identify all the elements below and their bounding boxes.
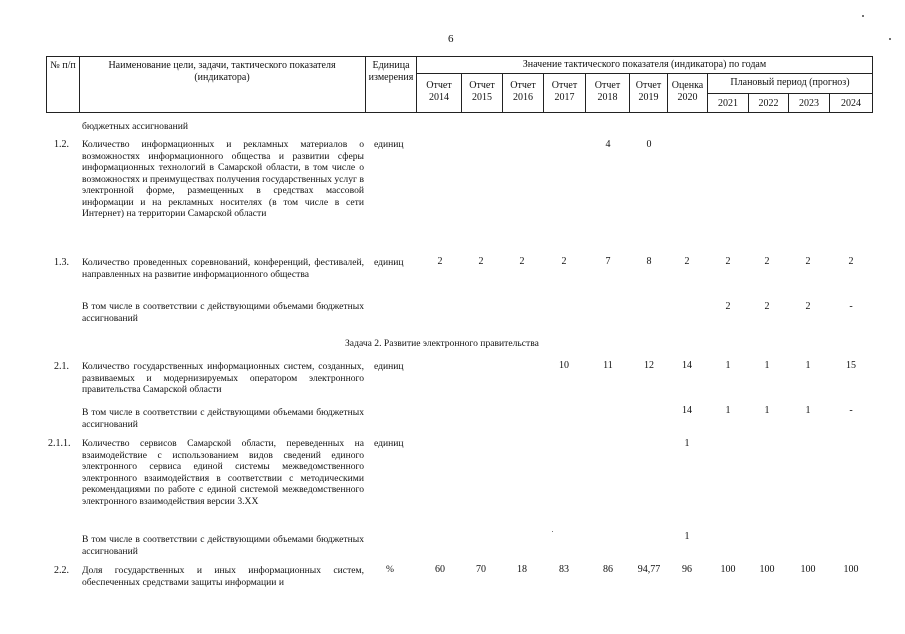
value-2018: 86 xyxy=(603,564,613,575)
header-year-2015: Отчет 2015 xyxy=(469,80,495,103)
page-number: 6 xyxy=(448,33,454,45)
value-2019: 12 xyxy=(644,360,654,371)
row-unit: % xyxy=(386,564,394,575)
value-2024: - xyxy=(849,301,853,312)
row-unit: единиц xyxy=(374,438,404,449)
row-number: 2.2. xyxy=(54,565,69,576)
value-2020: 14 xyxy=(682,360,692,371)
value-2023: 1 xyxy=(805,405,811,416)
value-2016: 2 xyxy=(519,256,525,267)
value-2017: 2 xyxy=(561,256,567,267)
value-2014: 2 xyxy=(437,256,443,267)
value-2022: 100 xyxy=(759,564,775,575)
value-2023: 2 xyxy=(805,301,811,312)
value-2021: 1 xyxy=(725,360,731,371)
value-2014: 60 xyxy=(435,564,445,575)
row-description: Доля государственных и иных информационных систем, обеспеченных средствами защиты информации и xyxy=(82,565,364,588)
task-heading: Задача 2. Развитие электронного правительства xyxy=(345,338,539,349)
value-2024: 15 xyxy=(846,360,856,371)
value-2015: 70 xyxy=(476,564,486,575)
header-year-2016: Отчет 2016 xyxy=(510,80,536,103)
row-description: В том числе в соответствии с действующими объемами бюджетных ассигнований xyxy=(82,407,364,430)
value-2021: 100 xyxy=(720,564,736,575)
header-plan-period: Плановый период (прогноз) xyxy=(730,77,850,88)
value-2020: 2 xyxy=(684,256,690,267)
header-col-unit: Единица измерения xyxy=(368,60,414,83)
value-2022: 2 xyxy=(764,256,770,267)
header-year-2014: Отчет 2014 xyxy=(426,80,452,103)
value-2021: 2 xyxy=(725,301,731,312)
value-2018: 4 xyxy=(605,139,611,150)
value-2024: 100 xyxy=(843,564,859,575)
row-description: В том числе в соответствии с действующими объемами бюджетных ассигнований xyxy=(82,534,364,557)
value-2018: 11 xyxy=(603,360,613,371)
scan-speck xyxy=(552,531,553,532)
row-description: Количество сервисов Самарской области, переведенных на взаимодействие с использованием видов сведений единого электронного сервиса единой системы межведомственного электронного взаимодействия в соответствии с методическими рекомендациями по работе с единой системой межведомственного электронного взаимодействия версии 3.XX xyxy=(82,438,364,507)
value-2017: 10 xyxy=(559,360,569,371)
header-plan-2022: 2022 xyxy=(758,98,779,109)
value-2020: 1 xyxy=(684,531,690,542)
value-2019: 0 xyxy=(646,139,652,150)
scan-speck xyxy=(862,15,864,17)
value-2024: - xyxy=(849,405,853,416)
value-2019: 94,77 xyxy=(637,564,661,575)
header-plan-2021: 2021 xyxy=(718,98,738,109)
value-2022: 1 xyxy=(764,360,770,371)
value-2020: 1 xyxy=(684,438,690,449)
value-2021: 2 xyxy=(725,256,731,267)
row-description: Количество информационных и рекламных материалов о возможностях информационного общества и развитии сферы информационных технологий в Самарской области, в том числе о возможностях и преимуществах получения государственных услуг в электронной форме, размещенных в средствах массовой информации и на рекламных носителях (в том числе в сети Интернет) на территории Самарской области xyxy=(82,139,364,219)
row-number: 2.1. xyxy=(54,361,69,372)
value-2016: 18 xyxy=(517,564,527,575)
header-year-2020: Оценка 2020 xyxy=(671,80,704,103)
value-2023: 2 xyxy=(805,256,811,267)
value-2023: 100 xyxy=(800,564,816,575)
row-number: 2.1.1. xyxy=(48,438,71,449)
row-number: 1.2. xyxy=(54,139,69,150)
row-number: 1.3. xyxy=(54,257,69,268)
value-2021: 1 xyxy=(725,405,731,416)
header-plan-2024: 2024 xyxy=(841,98,861,109)
value-2022: 1 xyxy=(764,405,770,416)
header-col-values: Значение тактического показателя (индикатора) по годам xyxy=(522,59,767,70)
row-description: В том числе в соответствии с действующими объемами бюджетных ассигнований xyxy=(82,301,364,324)
value-2020: 14 xyxy=(682,405,692,416)
header-col-no: № п/п xyxy=(50,60,76,71)
header-year-2018: Отчет 2018 xyxy=(594,80,621,103)
row-description: Количество проведенных соревнований, конференций, фестивалей, направленных на развитие информационного общества xyxy=(82,257,364,280)
value-2018: 7 xyxy=(605,256,611,267)
header-year-2019: Отчет 2019 xyxy=(635,80,662,103)
value-2017: 83 xyxy=(559,564,569,575)
row-description: Количество государственных информационных систем, созданных, развиваемых и модернизируемых оператором электронного правительства Самарской области xyxy=(82,361,364,395)
value-2023: 1 xyxy=(805,360,811,371)
row-unit: единиц xyxy=(374,139,404,150)
value-2022: 2 xyxy=(764,301,770,312)
header-year-2017: Отчет 2017 xyxy=(551,80,578,103)
value-2015: 2 xyxy=(478,256,484,267)
header-col-name: Наименование цели, задачи, тактического показателя (индикатора) xyxy=(108,60,336,83)
value-2020: 96 xyxy=(682,564,692,575)
value-2024: 2 xyxy=(848,256,854,267)
row-unit: единиц xyxy=(374,361,404,372)
scan-speck xyxy=(889,38,891,40)
row-unit: единиц xyxy=(374,257,404,268)
row-continuation-desc: бюджетных ассигнований xyxy=(82,121,189,132)
header-plan-2023: 2023 xyxy=(799,98,819,109)
value-2019: 8 xyxy=(646,256,652,267)
